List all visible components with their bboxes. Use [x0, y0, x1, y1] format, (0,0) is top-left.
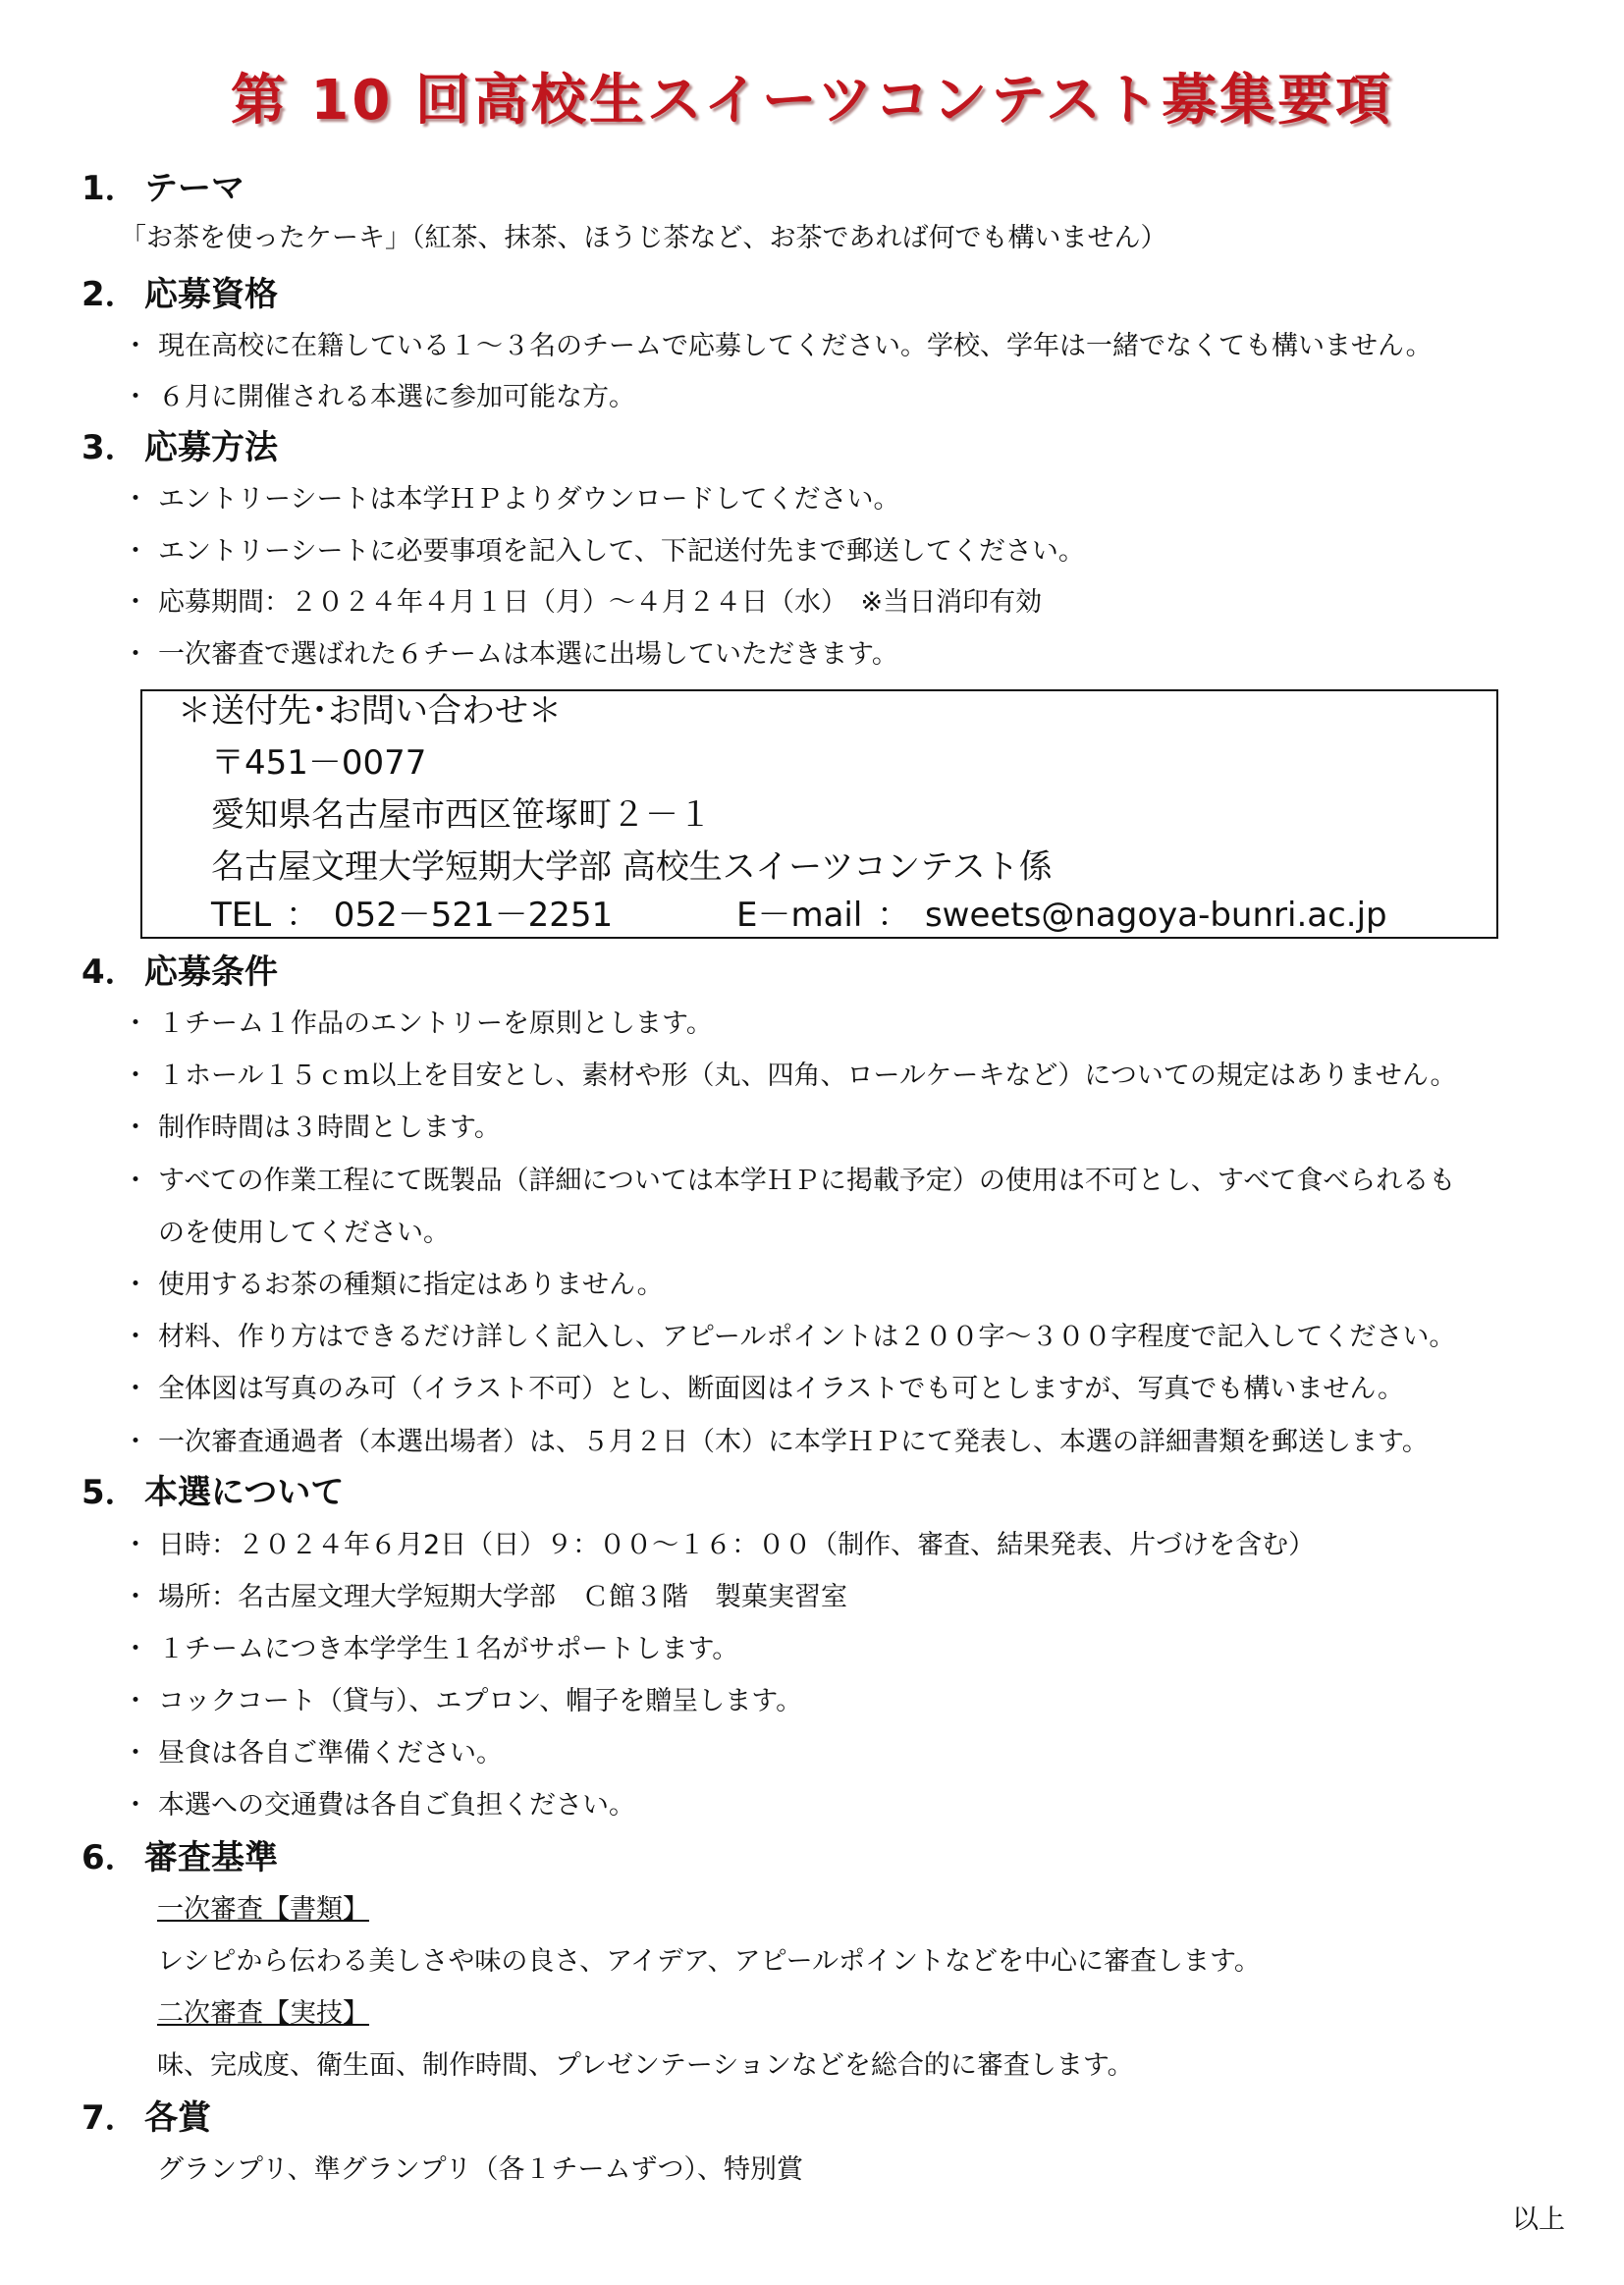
- criteria-label-first: 一次審査【書類】: [157, 1894, 369, 1925]
- list-item: ・ 一次審査通過者（本選出場者）は、５月２日（木）に本学ＨＰにて発表し、本選の詳細書類を郵送します。: [122, 1427, 1429, 1457]
- phone-number: TEL ： 052－521－2251: [211, 896, 614, 935]
- list-item: ・ 現在高校に在籍している１～３名のチームで応募してください。学校、学年は一緒でなくても構いません。: [122, 331, 1433, 361]
- list-item: ・ 応募期間：２０２４年４月１日（月）～４月２４日（水） ※当日消印有効: [122, 587, 1043, 618]
- list-item-continuation: のを使用してください。: [158, 1218, 450, 1248]
- criteria-text-first: レシピから伝わる美しさや味の良さ、アイデア、アピールポイントなどを中心に審査します。: [157, 1946, 1261, 1977]
- list-item: ・ 昼食は各自ご準備ください。: [122, 1738, 503, 1768]
- contact-box: [140, 689, 1498, 939]
- list-item: ・ 全体図は写真のみ可（イラスト不可）とし、断面図はイラストでも可としますが、写真でも構いません。: [122, 1374, 1404, 1404]
- list-item: ・ 本選への交通費は各自ご負担ください。: [122, 1790, 635, 1821]
- list-item: ・ １チームにつき本学学生１名がサポートします。: [122, 1634, 739, 1664]
- criteria-label-second: 二次審査【実技】: [157, 1998, 369, 2029]
- list-item: ・ コックコート（貸与）、エプロン、帽子を贈呈します。: [122, 1686, 803, 1716]
- email-address: E－mail ： sweets@nagoya-bunri.ac.jp: [736, 896, 1387, 935]
- list-item: ・ エントリーシートは本学ＨＰよりダウンロードしてください。: [122, 484, 900, 515]
- list-item: ・ 場所：名古屋文理大学短期大学部 Ｃ館３階 製菓実習室: [122, 1582, 847, 1612]
- list-item: ・ 制作時間は３時間とします。: [122, 1113, 501, 1143]
- section-heading-6: 6． 審査基準: [81, 1838, 278, 1877]
- list-item: ・ すべての作業工程にて既製品（詳細については本学ＨＰに掲載予定）の使用は不可とし、すべて食べられるも: [122, 1166, 1456, 1196]
- section-heading-5: 5． 本選について: [81, 1473, 345, 1512]
- list-item: ・ ６月に開催される本選に参加可能な方。: [122, 382, 635, 412]
- section-heading-1: 1． テーマ: [81, 169, 244, 208]
- list-item: ・ 日時：２０２４年６月2日（日）９：００～１６：００（制作、審査、結果発表、片づけを含む）: [122, 1530, 1316, 1560]
- awards-text: グランプリ、準グランプリ（各１チームずつ）、特別賞: [157, 2154, 803, 2185]
- list-item: ・ １ホール１５ｃｍ以上を目安とし、素材や形（丸、四角、ロールケーキなど）についての規定はありません。: [122, 1061, 1457, 1091]
- organization: 名古屋文理大学短期大学部 高校生スイーツコンテスト係: [211, 847, 1053, 887]
- list-item: ・ 一次審査で選ばれた６チームは本選に出場していただきます。: [122, 639, 898, 670]
- list-item: ・ エントリーシートに必要事項を記入して、下記送付先まで郵送してください。: [122, 536, 1085, 567]
- list-item: ・ 使用するお茶の種類に指定はありません。: [122, 1270, 664, 1300]
- closing-mark: 以上: [1512, 2204, 1565, 2235]
- address: 愛知県名古屋市西区笹塚町２－１: [211, 795, 712, 835]
- section-heading-4: 4． 応募条件: [81, 952, 278, 992]
- list-item: ・ 材料、作り方はできるだけ詳しく記入し、アピールポイントは２００字～３００字程度で記入してください。: [122, 1322, 1456, 1352]
- section-heading-3: 3． 応募方法: [81, 428, 278, 467]
- theme-text: 「お茶を使ったケーキ」（紅茶、抹茶、ほうじ茶など、お茶であれば何でも構いません）: [120, 223, 1167, 253]
- contact-heading: ＊送付先･お問い合わせ＊: [178, 691, 562, 731]
- section-heading-2: 2． 応募資格: [81, 275, 278, 314]
- criteria-text-second: 味、完成度、衛生面、制作時間、プレゼンテーションなどを総合的に審査します。: [157, 2050, 1134, 2081]
- list-item: ・ １チーム１作品のエントリーを原則とします。: [122, 1008, 713, 1039]
- page-title: 第 10 回高校生スイーツコンテスト募集要項: [230, 69, 1394, 133]
- postal-code: 〒451－0077: [211, 743, 427, 783]
- section-heading-7: 7． 各賞: [81, 2098, 211, 2138]
